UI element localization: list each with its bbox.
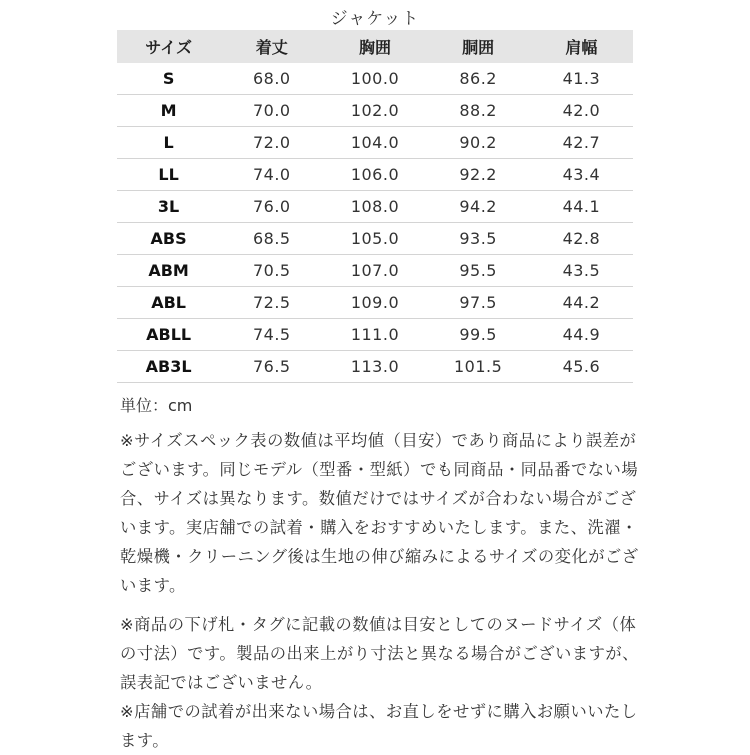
cell-size: ABL — [117, 287, 220, 319]
cell-length: 72.0 — [220, 127, 323, 159]
cell-chest: 100.0 — [323, 63, 426, 95]
cell-shoulder: 44.9 — [530, 319, 633, 351]
disclaimer-paragraph-3: ※店舗での試着が出来ない場合は、お直しをせずに購入お願いいたします。 — [120, 702, 638, 750]
cell-size: ABM — [117, 255, 220, 287]
cell-waist: 97.5 — [427, 287, 530, 319]
cell-size: M — [117, 95, 220, 127]
header-length: 着丈 — [220, 30, 323, 63]
cell-size: S — [117, 63, 220, 95]
size-spec-table — [117, 30, 633, 383]
cell-length: 68.0 — [220, 63, 323, 95]
cell-length: 74.5 — [220, 319, 323, 351]
cell-chest: 105.0 — [323, 223, 426, 255]
disclaimer-block-2 — [120, 610, 640, 755]
table-row — [117, 63, 633, 95]
header-shoulder: 肩幅 — [530, 30, 633, 63]
cell-waist: 93.5 — [427, 223, 530, 255]
cell-shoulder: 44.1 — [530, 191, 633, 223]
cell-chest: 111.0 — [323, 319, 426, 351]
cell-shoulder: 43.4 — [530, 159, 633, 191]
cell-chest: 104.0 — [323, 127, 426, 159]
cell-chest: 102.0 — [323, 95, 426, 127]
table-row — [117, 191, 633, 223]
table-row — [117, 255, 633, 287]
cell-length: 68.5 — [220, 223, 323, 255]
cell-size: LL — [117, 159, 220, 191]
table-row — [117, 159, 633, 191]
cell-length: 74.0 — [220, 159, 323, 191]
cell-length: 70.0 — [220, 95, 323, 127]
cell-shoulder: 41.3 — [530, 63, 633, 95]
disclaimer-paragraph-1: ※サイズスペック表の数値は平均値（目安）であり商品により誤差がございます。同じモデル（型番・型紙）でも同商品・同品番でない場合、サイズは異なります。数値だけではサイズが合わない場合がございます。実店舗での試着・購入をおすすめいたします。また、洗濯・乾燥機・クリーニング後は生地の伸び縮みによるサイズの変化がございます。 — [120, 431, 639, 595]
cell-shoulder: 45.6 — [530, 351, 633, 383]
cell-size: L — [117, 127, 220, 159]
cell-waist: 95.5 — [427, 255, 530, 287]
cell-chest: 107.0 — [323, 255, 426, 287]
cell-waist: 88.2 — [427, 95, 530, 127]
cell-waist: 90.2 — [427, 127, 530, 159]
table-row — [117, 319, 633, 351]
cell-shoulder: 42.0 — [530, 95, 633, 127]
cell-length: 70.5 — [220, 255, 323, 287]
header-size: サイズ — [117, 30, 220, 63]
cell-shoulder: 43.5 — [530, 255, 633, 287]
cell-chest: 106.0 — [323, 159, 426, 191]
cell-shoulder: 42.8 — [530, 223, 633, 255]
table-body — [117, 63, 633, 383]
cell-size: 3L — [117, 191, 220, 223]
unit-label: 単位：cm — [120, 396, 193, 415]
cell-shoulder: 42.7 — [530, 127, 633, 159]
disclaimer-paragraph-2: ※商品の下げ札・タグに記載の数値は目安としてのヌードサイズ（体の寸法）です。製品の出来上がり寸法と異なる場合がございますが、誤表記ではございません。 — [120, 615, 639, 692]
cell-size: ABS — [117, 223, 220, 255]
cell-waist: 99.5 — [427, 319, 530, 351]
cell-waist: 94.2 — [427, 191, 530, 223]
cell-length: 72.5 — [220, 287, 323, 319]
product-title: ジャケット — [330, 9, 420, 29]
cell-waist: 101.5 — [427, 351, 530, 383]
table-row — [117, 287, 633, 319]
cell-shoulder: 44.2 — [530, 287, 633, 319]
header-chest: 胸囲 — [323, 30, 426, 63]
cell-chest: 113.0 — [323, 351, 426, 383]
cell-waist: 86.2 — [427, 63, 530, 95]
cell-length: 76.0 — [220, 191, 323, 223]
table-header-row — [117, 30, 633, 63]
table-row — [117, 351, 633, 383]
table-row — [117, 223, 633, 255]
cell-length: 76.5 — [220, 351, 323, 383]
cell-size: AB3L — [117, 351, 220, 383]
table-row — [117, 127, 633, 159]
cell-chest: 108.0 — [323, 191, 426, 223]
header-waist: 胴囲 — [427, 30, 530, 63]
cell-waist: 92.2 — [427, 159, 530, 191]
cell-chest: 109.0 — [323, 287, 426, 319]
table-row — [117, 95, 633, 127]
cell-size: ABLL — [117, 319, 220, 351]
